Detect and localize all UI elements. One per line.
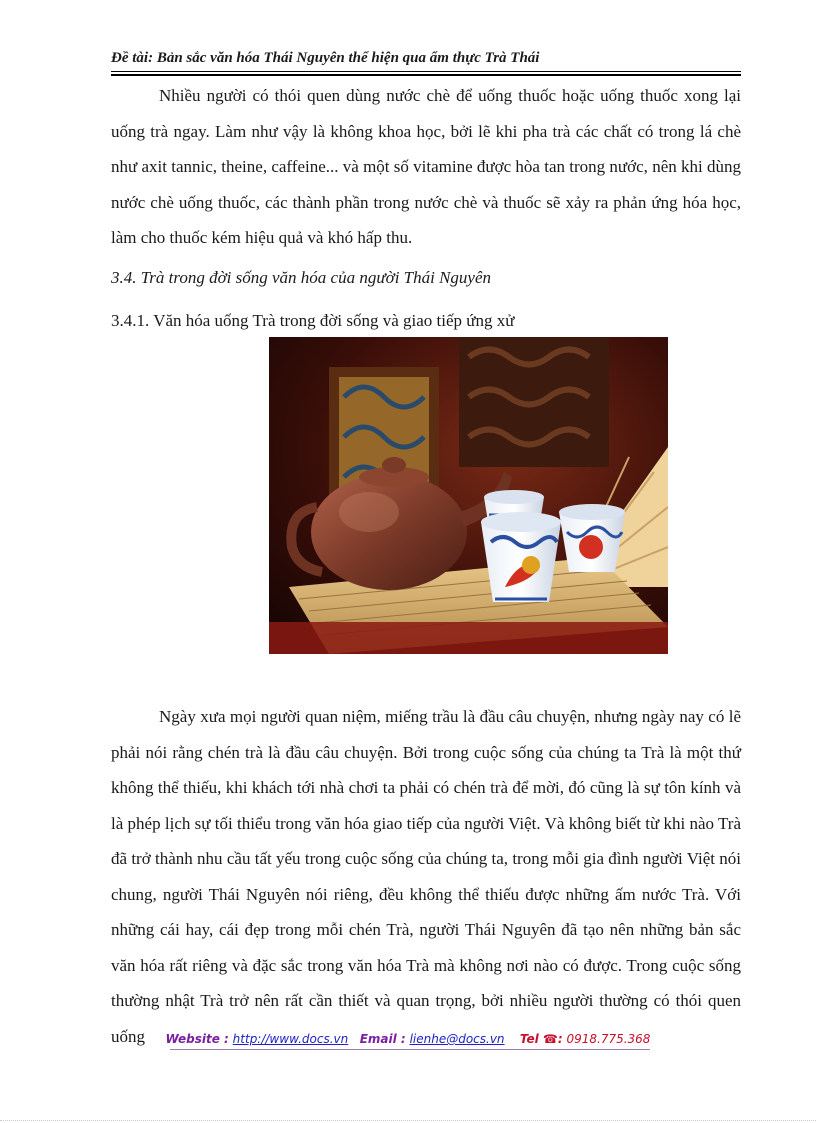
footer-tel-label: Tel ☎: (519, 1032, 563, 1046)
header-divider (111, 71, 741, 76)
paragraph-tea-culture (111, 699, 741, 1054)
page-header-title: Đề tài: Bản sắc văn hóa Thái Nguyên thể hiện qua ẩm thực Trà Thái (111, 50, 540, 66)
paragraph-tea-medicine (111, 78, 741, 256)
footer-website-link[interactable]: http://www.docs.vn (232, 1032, 349, 1046)
footer-tel-number: 0918.775.368 (566, 1032, 651, 1046)
tea-set-photo (269, 337, 668, 654)
page-edge (0, 1120, 816, 1121)
footer-website-label: Website : (165, 1032, 229, 1046)
page-footer (0, 1032, 816, 1046)
paragraph-text: Nhiều người có thói quen dùng nước chè để uống thuốc hoặc uống thuốc xong lại uống trà ngay. Làm như vậy là không khoa học, bởi lẽ khi pha trà các chất có trong lá chè như axit tannic, theine, caffeine... và một số vitamine được hòa tan trong nước, nên khi dùng nước chè uống thuốc, các thành phần trong nước chè và thuốc sẽ xảy ra phản ứng hóa học, làm cho thuốc kém hiệu quả và khó hấp thu. (111, 86, 741, 247)
footer-divider (170, 1049, 650, 1050)
subsection-heading: 3.4.1. Văn hóa uống Trà trong đời sống và giao tiếp ứng xử (111, 311, 515, 330)
footer-email-label: Email : (359, 1032, 406, 1046)
section-heading: 3.4. Trà trong đời sống văn hóa của người Thái Nguyên (111, 268, 492, 287)
footer-email-link[interactable]: lienhe@docs.vn (409, 1032, 505, 1046)
paragraph-text: Ngày xưa mọi người quan niệm, miếng trầu là đầu câu chuyện, nhưng ngày nay có lẽ phải nói rằng chén trà là đầu câu chuyện. Bởi trong cuộc sống của chúng ta Trà là một thứ không thể thiếu, khi khách tới nhà chơi ta phải có chén trà để mời, đó cũng là sự tôn kính và là phép lịch sự tối thiểu trong văn hóa giao tiếp của người Việt. Và không biết từ khi nào Trà đã trở thành nhu cầu tất yếu trong cuộc sống của chúng ta, trong mỗi gia đình người Việt nói chung, người Thái Nguyên nói riêng, đều không thể thiếu được những ấm nước Trà. Với những cái hay, cái đẹp trong mỗi chén Trà, người Thái Nguyên đã tạo nên những bản sắc văn hóa rất riêng và đặc sắc trong văn hóa Trà mà không nơi nào có được. Trong cuộc sống thường nhật Trà trở nên rất cần thiết và quan trọng, bởi nhiều người thường có thói quen uống (111, 707, 741, 1046)
